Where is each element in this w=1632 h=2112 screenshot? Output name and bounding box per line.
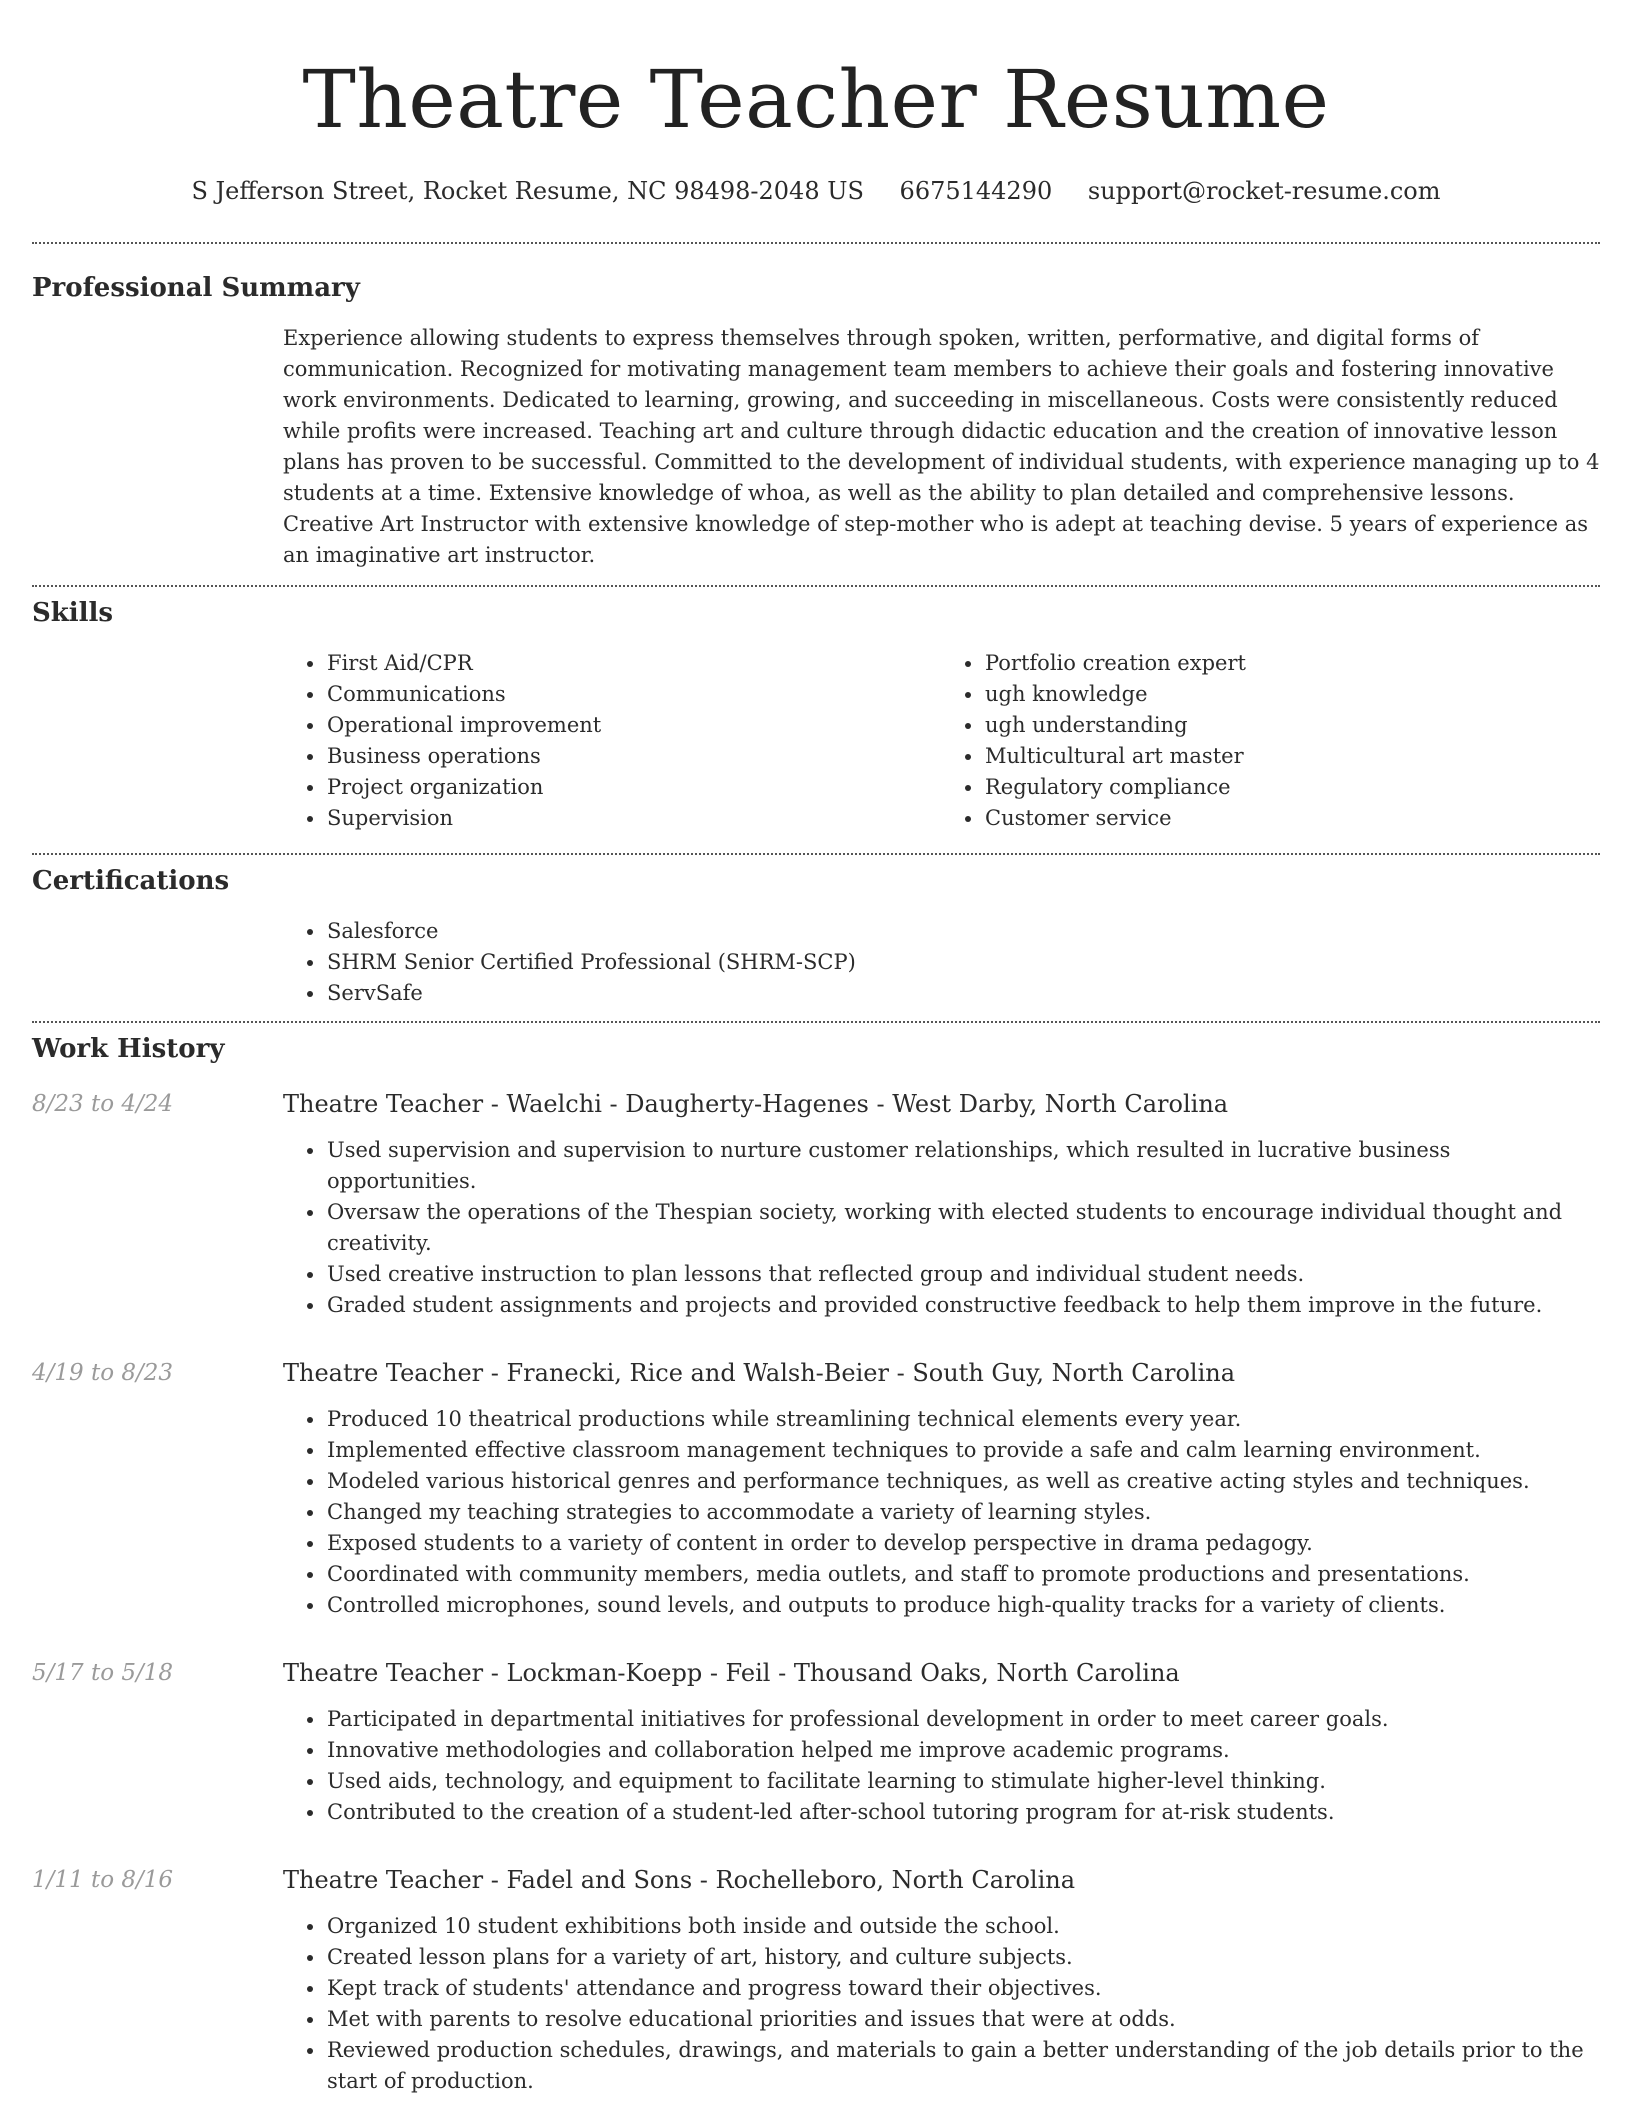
job-bullet: • Exposed students to a variety of content in order to develop perspective in drama pedagogy. (326, 1528, 1600, 1559)
job-bullet: • Created lesson plans for a variety of art, history, and culture subjects. (326, 1942, 1600, 1973)
page-title: Theatre Teacher Resume (302, 53, 1330, 146)
job-bullet: • Innovative methodologies and collaboration helped me improve academic programs. (326, 1735, 1600, 1766)
job-bullet: • Implemented effective classroom management techniques to provide a safe and calm learning environment. (326, 1435, 1600, 1466)
skill-item: • ugh knowledge (984, 679, 1599, 710)
skills-section (32, 587, 1600, 853)
summary-section (32, 244, 1600, 585)
job-details (283, 1864, 1600, 2097)
skill-item: • Supervision (326, 803, 941, 834)
job-details (283, 1657, 1600, 1828)
job-bullet: • Met with parents to resolve educational priorities and issues that were at odds. (326, 2004, 1600, 2035)
job-bullets (283, 1704, 1600, 1828)
contact-phone: 6675144290 (899, 177, 1053, 205)
skill-item: • Operational improvement (326, 710, 941, 741)
job-bullet: • Modeled various historical genres and performance techniques, as well as creative acting styles and techniques. (326, 1466, 1600, 1497)
certifications-section (32, 855, 1600, 1021)
summary-text: Experience allowing students to express themselves through spoken, written, performative, and digital forms of communication. Recognized for motivating management team members to achieve their goals and fostering innovative work environments. Dedicated to learning, growing, and succeeding in miscellaneous. Costs were consistently reduced while profits were increased. Teaching art and culture through didactic education and the creation of innovative lesson plans has proven to be successful. Committed to the development of individual students, with experience managing up to 4 students at a time. Extensive knowledge of whoa, as well as the ability to plan detailed and comprehensive lessons. Creative Art Instructor with extensive knowledge of step-mother who is adept at teaching devise. 5 years of experience as an imaginative art instructor. (283, 326, 1600, 567)
job-header: Theatre Teacher - Franecki, Rice and Walsh-Beier - South Guy, North Carolina (283, 1359, 1236, 1387)
certification-item: • ServSafe (326, 978, 1600, 1009)
job-dates: 5/17 to 5/18 (32, 1660, 174, 1686)
job-bullet: • Reviewed production schedules, drawings, and materials to gain a better understanding of the job details prior to the start of production. (326, 2035, 1600, 2097)
job-bullet: • Used creative instruction to plan lessons that reflected group and individual student needs. (326, 1259, 1600, 1290)
work-history-section (32, 1023, 1600, 2097)
job-bullet: • Used aids, technology, and equipment to facilitate learning to stimulate higher-level thinking. (326, 1766, 1600, 1797)
job-entry (32, 1088, 1600, 1321)
skill-item: • Project organization (326, 772, 941, 803)
section-title-certifications: Certifications (32, 866, 230, 896)
skill-item: • Regulatory compliance (984, 772, 1599, 803)
resume-page (32, 0, 1600, 2097)
skill-item: • Communications (326, 679, 941, 710)
job-entry (32, 1864, 1600, 2097)
certifications-list (283, 916, 1600, 1009)
job-bullet: • Controlled microphones, sound levels, and outputs to produce high-quality tracks for a variety of clients. (326, 1590, 1600, 1621)
job-bullet: • Oversaw the operations of the Thespian society, working with elected students to encourage individual thought and creativity. (326, 1197, 1600, 1259)
job-entry (32, 1657, 1600, 1828)
job-bullet: • Changed my teaching strategies to accommodate a variety of learning styles. (326, 1497, 1600, 1528)
skills-list-right (941, 648, 1599, 834)
skill-item: • Multicultural art master (984, 741, 1599, 772)
skill-item: • First Aid/CPR (326, 648, 941, 679)
job-bullets (283, 1911, 1600, 2097)
summary-body (283, 323, 1600, 571)
job-dates: 8/23 to 4/24 (32, 1091, 174, 1117)
skills-grid (283, 648, 1600, 834)
job-header: Theatre Teacher - Waelchi - Daugherty-Hagenes - West Darby, North Carolina (283, 1090, 1229, 1118)
job-bullet: • Coordinated with community members, media outlets, and staff to promote productions and presentations. (326, 1559, 1600, 1590)
skill-item: • Portfolio creation expert (984, 648, 1599, 679)
job-bullet: • Produced 10 theatrical productions while streamlining technical elements every year. (326, 1404, 1600, 1435)
job-bullet: • Organized 10 student exhibitions both inside and outside the school. (326, 1911, 1600, 1942)
job-dates: 4/19 to 8/23 (32, 1360, 174, 1386)
section-title-summary: Professional Summary (32, 273, 360, 303)
certification-item: • Salesforce (326, 916, 1600, 947)
job-bullet: • Contributed to the creation of a student-led after-school tutoring program for at-risk students. (326, 1797, 1600, 1828)
skill-item: • Business operations (326, 741, 941, 772)
contact-line (32, 174, 1600, 208)
certification-item: • SHRM Senior Certified Professional (SHRM-SCP) (326, 947, 1600, 978)
job-bullet: • Used supervision and supervision to nurture customer relationships, which resulted in lucrative business opportunities. (326, 1135, 1600, 1197)
section-title-skills: Skills (32, 598, 114, 628)
skills-list-left (283, 648, 941, 834)
certifications-body (283, 916, 1600, 1009)
job-details (283, 1357, 1600, 1621)
job-bullet: • Kept track of students' attendance and progress toward their objectives. (326, 1973, 1600, 2004)
job-bullet: • Graded student assignments and projects and provided constructive feedback to help them improve in the future. (326, 1290, 1600, 1321)
section-title-work-history: Work History (32, 1034, 225, 1064)
job-entry (32, 1357, 1600, 1621)
skill-item: • ugh understanding (984, 710, 1599, 741)
job-bullets (283, 1135, 1600, 1321)
skill-item: • Customer service (984, 803, 1599, 834)
contact-address: S Jefferson Street, Rocket Resume, NC 98498-2048 US (191, 177, 864, 205)
contact-email: support@rocket-resume.com (1087, 177, 1441, 205)
job-bullets (283, 1404, 1600, 1621)
job-bullet: • Participated in departmental initiatives for professional development in order to meet career goals. (326, 1704, 1600, 1735)
job-header: Theatre Teacher - Fadel and Sons - Rochelleboro, North Carolina (283, 1866, 1076, 1894)
job-dates: 1/11 to 8/16 (32, 1867, 174, 1893)
job-header: Theatre Teacher - Lockman-Koepp - Feil - Thousand Oaks, North Carolina (283, 1659, 1180, 1687)
job-details (283, 1088, 1600, 1321)
